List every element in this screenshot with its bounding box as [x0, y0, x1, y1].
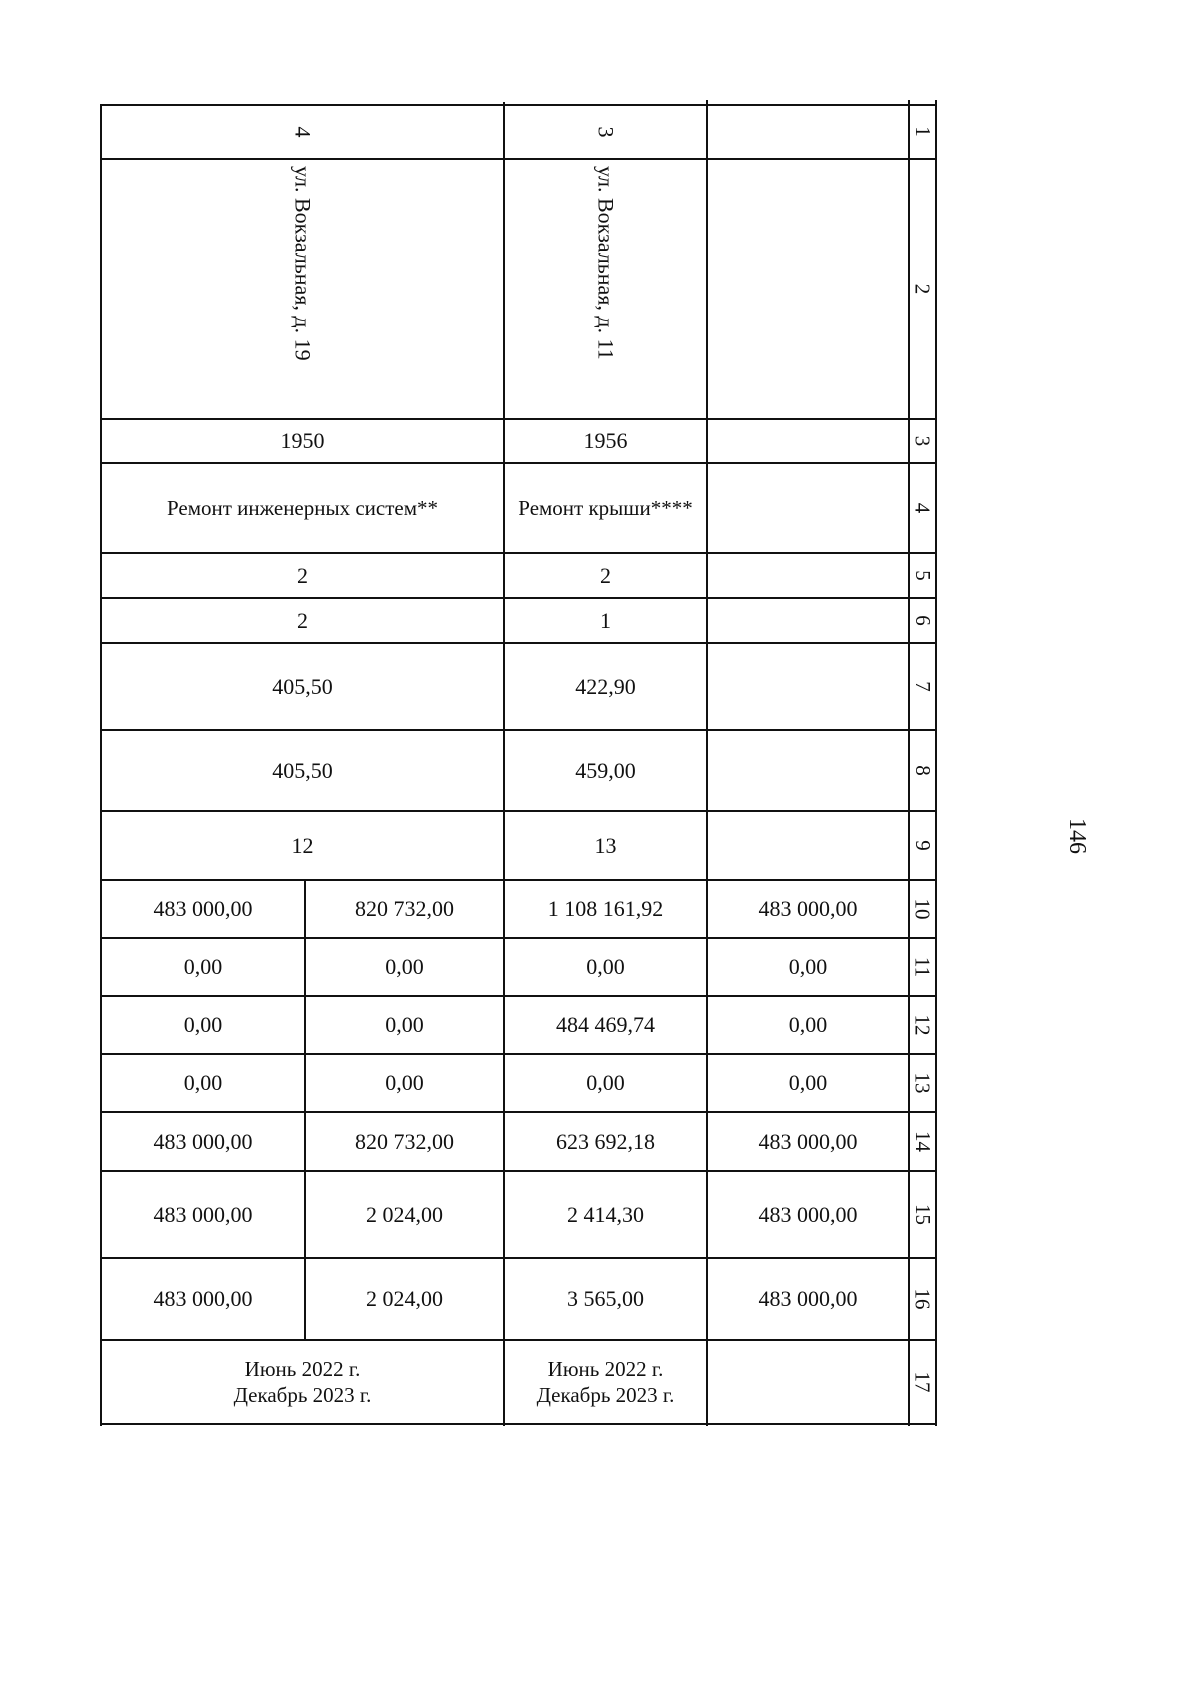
- object-col14-a: 483 000,00: [153, 1128, 253, 1154]
- object-period: [102, 1341, 503, 1423]
- object-col12-b: 0,00: [385, 1012, 424, 1037]
- object-address: ул. Вокзальная, д. 19: [290, 166, 316, 361]
- col-num-10: 10: [911, 898, 935, 920]
- object-address: ул. Вокзальная, д. 11: [593, 166, 619, 360]
- object-col16-b: 2 024,00: [366, 1286, 443, 1311]
- object-col14-b: 820 732,00: [355, 1128, 454, 1154]
- object-col8: 405,50: [272, 757, 333, 783]
- object-col15: 2 414,30: [567, 1201, 644, 1227]
- object-col5: 2: [600, 562, 611, 588]
- object-year: 1956: [583, 428, 628, 453]
- object-col12-a: 0,00: [183, 1012, 223, 1037]
- period-start: Июнь 2022 г.: [547, 1357, 664, 1381]
- col-num-17: 17: [911, 1371, 935, 1393]
- object-col7: 422,90: [575, 673, 636, 699]
- object-col13-b: 0,00: [385, 1070, 424, 1095]
- object-col5: 2: [297, 562, 308, 588]
- object-number: 4: [290, 126, 316, 138]
- object-col7: 405,50: [272, 673, 333, 699]
- object-col6: 2: [297, 607, 308, 633]
- object-col14: 483 000,00: [758, 1128, 858, 1154]
- object-col12: 0,00: [788, 1012, 828, 1037]
- object-period: [505, 1341, 706, 1423]
- object-col16: 3 565,00: [567, 1286, 644, 1311]
- object-col16-a: 483 000,00: [153, 1286, 253, 1311]
- col-num-7: 7: [911, 681, 935, 692]
- col-num-2: 2: [911, 283, 935, 295]
- object-col9: 13: [594, 832, 617, 858]
- object-col13-a: 0,00: [183, 1070, 223, 1095]
- col-num-14: 14: [911, 1131, 935, 1152]
- period-start: Июнь 2022 г.: [244, 1357, 361, 1381]
- col-num-6: 6: [911, 615, 935, 626]
- object-col11-b: 0,00: [385, 954, 424, 979]
- object-col8: 459,00: [575, 757, 636, 783]
- col-num-13: 13: [911, 1072, 935, 1094]
- object-col13: 0,00: [586, 1070, 625, 1095]
- object-work-type: Ремонт инженерных систем**: [166, 495, 439, 520]
- period-end: Декабрь 2023 г.: [233, 1383, 372, 1407]
- col-num-12: 12: [911, 1014, 935, 1036]
- object-col9: 12: [291, 832, 314, 858]
- object-number: 3: [593, 126, 619, 138]
- object-col13: 0,00: [788, 1070, 828, 1095]
- object-col15-a: 483 000,00: [153, 1201, 253, 1227]
- col-num-1: 1: [911, 126, 935, 137]
- col-num-5: 5: [911, 570, 935, 581]
- col-num-16: 16: [911, 1288, 935, 1310]
- object-col11: 0,00: [586, 954, 625, 979]
- object-col10: 1 108 161,92: [547, 896, 664, 921]
- object-col16: 483 000,00: [758, 1286, 858, 1311]
- object-col11-a: 0,00: [183, 954, 223, 979]
- object-col11: 0,00: [788, 954, 828, 979]
- col-num-8: 8: [911, 765, 935, 776]
- col-num-4: 4: [911, 502, 935, 514]
- object-col10-b: 820 732,00: [355, 896, 454, 921]
- object-col15-b: 2 024,00: [366, 1201, 443, 1227]
- object-col12: 484 469,74: [556, 1012, 655, 1037]
- object-col10-a: 483 000,00: [153, 896, 253, 921]
- object-col6: 1: [600, 607, 611, 633]
- object-col14: 623 692,18: [556, 1128, 655, 1154]
- col-num-15: 15: [911, 1204, 935, 1225]
- page-number: 146: [1064, 818, 1090, 854]
- object-col10: 483 000,00: [758, 896, 858, 921]
- col-num-3: 3: [911, 435, 935, 447]
- object-work-type: Ремонт крыши****: [518, 495, 693, 520]
- col-num-11: 11: [911, 956, 935, 978]
- object-col15: 483 000,00: [758, 1201, 858, 1227]
- col-num-9: 9: [911, 840, 935, 851]
- object-year: 1950: [280, 428, 325, 453]
- period-end: Декабрь 2023 г.: [536, 1383, 675, 1407]
